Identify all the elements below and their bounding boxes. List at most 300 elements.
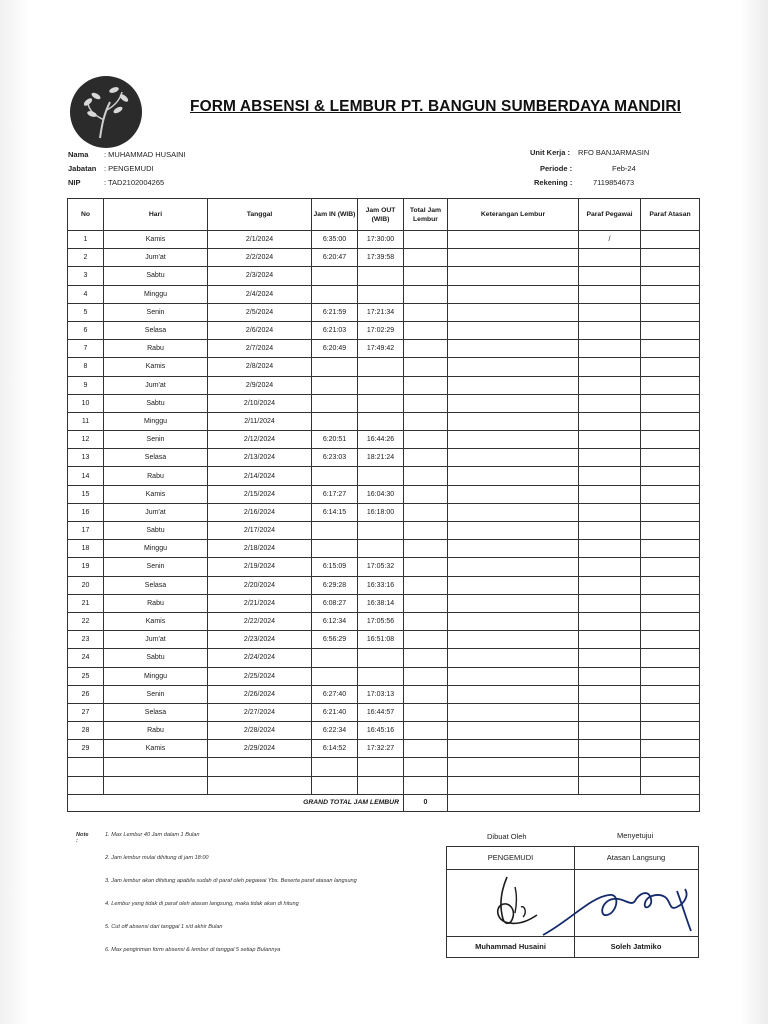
row-number: 24 [68,649,104,667]
table-header-row [68,199,700,231]
row-time-in [312,376,358,394]
note-item: 3. Jam lembur akan dihitung apabila sudah di paraf oleh pegawai Ybs. Beserta paraf atasan langsung [105,878,357,884]
empty-cell [208,758,312,776]
row-supervisor-initial [641,740,700,758]
row-overtime-note [448,358,579,376]
row-day: Minggu [104,540,208,558]
column-header: Jam IN (WIB) [312,199,358,231]
row-number: 2 [68,249,104,267]
grand-total-blank [448,794,700,811]
row-time-in: 6:20:51 [312,431,358,449]
position-label: Jabatan [68,164,97,173]
row-overtime-total [404,467,448,485]
row-overtime-total [404,485,448,503]
table-row [68,249,700,267]
row-date: 2/6/2024 [208,321,312,339]
row-time-out: 18:21:24 [358,449,404,467]
row-date: 2/10/2024 [208,394,312,412]
attendance-table [67,198,700,812]
row-day: Kamis [104,612,208,630]
row-overtime-note [448,412,579,430]
empty-cell [312,758,358,776]
column-header: Paraf Pegawai [579,199,641,231]
row-time-in: 6:17:27 [312,485,358,503]
grand-total-value: 0 [404,794,448,811]
position-value: : PENGEMUDI [104,164,154,173]
name-label: Nama [68,150,89,159]
row-overtime-note [448,594,579,612]
row-supervisor-initial [641,394,700,412]
table-row-empty [68,776,700,794]
made-by-role: PENGEMUDI [447,847,574,870]
row-employee-initial [579,703,641,721]
row-employee-initial [579,249,641,267]
row-number: 29 [68,740,104,758]
row-number: 25 [68,667,104,685]
row-number: 5 [68,303,104,321]
row-day: Jum'at [104,503,208,521]
note-item: 5. Cut off absensi dari tanggal 1 s/d akhir Bulan [105,924,223,930]
row-overtime-note [448,376,579,394]
row-time-in [312,412,358,430]
row-overtime-note [448,267,579,285]
row-time-out [358,376,404,394]
row-overtime-total [404,358,448,376]
column-header: Paraf Atasan [641,199,700,231]
row-overtime-total [404,321,448,339]
row-date: 2/16/2024 [208,503,312,521]
row-supervisor-initial [641,558,700,576]
empty-cell [312,776,358,794]
row-day: Jum'at [104,376,208,394]
row-time-in: 6:21:03 [312,321,358,339]
empty-cell [448,776,579,794]
row-time-out: 17:05:56 [358,612,404,630]
row-number: 7 [68,340,104,358]
row-number: 23 [68,631,104,649]
row-date: 2/15/2024 [208,485,312,503]
table-row [68,285,700,303]
column-header: Tanggal [208,199,312,231]
row-employee-initial [579,431,641,449]
row-overtime-total [404,231,448,249]
row-overtime-note [448,485,579,503]
row-time-in [312,358,358,376]
row-supervisor-initial [641,649,700,667]
table-row [68,703,700,721]
row-day: Minggu [104,667,208,685]
row-time-out [358,358,404,376]
row-date: 2/26/2024 [208,685,312,703]
empty-cell [68,776,104,794]
row-overtime-total [404,431,448,449]
row-overtime-total [404,685,448,703]
row-employee-initial [579,467,641,485]
table-row [68,685,700,703]
row-time-in: 6:29:28 [312,576,358,594]
row-time-out: 16:44:57 [358,703,404,721]
row-date: 2/17/2024 [208,522,312,540]
row-time-out [358,649,404,667]
row-employee-initial [579,540,641,558]
row-date: 2/2/2024 [208,249,312,267]
row-overtime-note [448,503,579,521]
row-day: Rabu [104,467,208,485]
row-time-in: 6:20:47 [312,249,358,267]
empty-cell [68,758,104,776]
notes-label: Note : [76,832,89,844]
row-employee-initial [579,631,641,649]
row-date: 2/29/2024 [208,740,312,758]
row-time-out [358,522,404,540]
unit-label: Unit Kerja : [530,148,571,157]
empty-cell [104,776,208,794]
row-time-in: 6:12:34 [312,612,358,630]
row-employee-initial [579,449,641,467]
row-date: 2/18/2024 [208,540,312,558]
row-overtime-note [448,231,579,249]
row-supervisor-initial [641,612,700,630]
page-title: FORM ABSENSI & LEMBUR PT. BANGUN SUMBERDAYA MANDIRI [190,98,682,115]
row-supervisor-initial [641,667,700,685]
row-employee-initial [579,612,641,630]
row-time-out: 16:38:14 [358,594,404,612]
empty-cell [404,776,448,794]
row-employee-initial [579,522,641,540]
row-time-in: 6:22:34 [312,722,358,740]
row-supervisor-initial [641,249,700,267]
row-employee-initial [579,558,641,576]
row-date: 2/25/2024 [208,667,312,685]
row-day: Sabtu [104,394,208,412]
table-row [68,340,700,358]
row-day: Rabu [104,722,208,740]
row-overtime-total [404,503,448,521]
account-label: Rekening : [534,178,573,187]
row-overtime-note [448,685,579,703]
row-date: 2/21/2024 [208,594,312,612]
row-overtime-note [448,576,579,594]
company-logo [70,76,142,148]
row-number: 14 [68,467,104,485]
row-employee-initial [579,376,641,394]
row-time-out [358,267,404,285]
row-time-in [312,667,358,685]
table-row [68,376,700,394]
row-time-in [312,285,358,303]
tree-leaf-icon [70,76,142,148]
row-number: 16 [68,503,104,521]
empty-cell [579,776,641,794]
row-number: 20 [68,576,104,594]
row-time-in [312,267,358,285]
row-supervisor-initial [641,503,700,521]
table-row-empty [68,758,700,776]
name-value: : MUHAMMAD HUSAINI [104,150,186,159]
row-overtime-total [404,594,448,612]
row-overtime-note [448,649,579,667]
empty-cell [208,776,312,794]
row-overtime-total [404,667,448,685]
row-time-out: 17:05:32 [358,558,404,576]
row-supervisor-initial [641,449,700,467]
row-number: 27 [68,703,104,721]
row-number: 22 [68,612,104,630]
row-time-in: 6:56:29 [312,631,358,649]
period-label: Periode : [540,164,573,173]
empty-cell [404,758,448,776]
row-employee-initial [579,485,641,503]
row-number: 21 [68,594,104,612]
grand-total-label: GRAND TOTAL JAM LEMBUR [68,794,404,811]
row-number: 17 [68,522,104,540]
row-day: Kamis [104,740,208,758]
row-day: Selasa [104,321,208,339]
row-day: Selasa [104,576,208,594]
row-number: 10 [68,394,104,412]
table-row [68,740,700,758]
employee-info [68,150,268,190]
row-employee-initial [579,649,641,667]
row-supervisor-initial [641,321,700,339]
row-date: 2/13/2024 [208,449,312,467]
approved-role: Atasan Langsung [574,847,698,870]
unit-info [530,148,700,192]
row-time-out: 17:03:13 [358,685,404,703]
row-supervisor-initial [641,303,700,321]
row-time-out: 16:33:16 [358,576,404,594]
row-time-out [358,285,404,303]
row-time-in [312,649,358,667]
row-time-in: 6:08:27 [312,594,358,612]
row-date: 2/1/2024 [208,231,312,249]
row-time-out: 16:18:00 [358,503,404,521]
table-row [68,321,700,339]
row-overtime-note [448,431,579,449]
row-supervisor-initial [641,431,700,449]
row-date: 2/23/2024 [208,631,312,649]
row-number: 12 [68,431,104,449]
row-day: Minggu [104,285,208,303]
column-header: Jam OUT (WIB) [358,199,404,231]
empty-cell [448,758,579,776]
row-supervisor-initial [641,285,700,303]
table-row [68,303,700,321]
row-number: 11 [68,412,104,430]
note-item: 1. Max Lembur 40 Jam dalam 1 Bulan [105,832,200,838]
row-time-out: 17:39:58 [358,249,404,267]
row-overtime-total [404,649,448,667]
row-employee-initial [579,285,641,303]
row-overtime-total [404,576,448,594]
row-number: 13 [68,449,104,467]
row-number: 26 [68,685,104,703]
row-overtime-note [448,285,579,303]
table-row [68,231,700,249]
row-date: 2/19/2024 [208,558,312,576]
row-supervisor-initial [641,722,700,740]
row-overtime-total [404,376,448,394]
row-overtime-note [448,740,579,758]
row-overtime-note [448,449,579,467]
row-overtime-note [448,522,579,540]
row-employee-initial [579,667,641,685]
approved-name: Soleh Jatmiko [574,936,698,957]
row-time-out: 17:30:00 [358,231,404,249]
row-employee-initial [579,412,641,430]
row-overtime-total [404,522,448,540]
row-day: Kamis [104,231,208,249]
table-row [68,449,700,467]
row-time-in [312,522,358,540]
row-time-in: 6:14:15 [312,503,358,521]
row-number: 18 [68,540,104,558]
row-time-in: 6:15:09 [312,558,358,576]
table-row [68,431,700,449]
row-date: 2/14/2024 [208,467,312,485]
row-time-out: 17:21:34 [358,303,404,321]
row-employee-initial [579,503,641,521]
empty-cell [641,776,700,794]
row-date: 2/7/2024 [208,340,312,358]
row-date: 2/20/2024 [208,576,312,594]
table-row [68,467,700,485]
row-supervisor-initial [641,376,700,394]
row-overtime-total [404,303,448,321]
note-item: 2. Jam lembur mulai dihitung di jam 18:00 [105,855,209,861]
row-time-in: 6:21:40 [312,703,358,721]
row-employee-initial [579,340,641,358]
column-header: Hari [104,199,208,231]
table-row [68,503,700,521]
row-employee-initial [579,594,641,612]
row-employee-initial [579,685,641,703]
approved-label: Menyetujui [617,831,654,840]
period-value: Feb-24 [612,164,636,173]
row-overtime-note [448,540,579,558]
row-day: Senin [104,431,208,449]
row-day: Sabtu [104,649,208,667]
row-supervisor-initial [641,685,700,703]
row-overtime-note [448,722,579,740]
row-date: 2/22/2024 [208,612,312,630]
unit-value: RFO BANJARMASIN [578,148,650,157]
row-time-out [358,467,404,485]
row-day: Rabu [104,594,208,612]
empty-cell [579,758,641,776]
row-date: 2/9/2024 [208,376,312,394]
row-time-out [358,667,404,685]
row-supervisor-initial [641,540,700,558]
row-time-out: 16:45:16 [358,722,404,740]
table-row [68,540,700,558]
row-supervisor-initial [641,267,700,285]
row-number: 8 [68,358,104,376]
row-overtime-total [404,612,448,630]
row-employee-initial [579,722,641,740]
row-number: 15 [68,485,104,503]
row-supervisor-initial [641,358,700,376]
note-item: 4. Lembur yang tidak di paraf oleh atasan langsung, maka tidak akan di hitung [105,901,299,907]
row-supervisor-initial [641,594,700,612]
row-time-out [358,394,404,412]
row-day: Rabu [104,340,208,358]
row-number: 19 [68,558,104,576]
note-item: 6. Max pengiriman form absensi & lembur di tanggal 5 setiap Bulannya [105,947,281,953]
row-time-in: 6:35:00 [312,231,358,249]
row-overtime-total [404,285,448,303]
row-overtime-note [448,340,579,358]
signature-box [446,846,699,958]
row-day: Senin [104,558,208,576]
row-day: Selasa [104,703,208,721]
made-by-label: Dibuat Oleh [487,832,527,841]
row-overtime-total [404,540,448,558]
row-overtime-note [448,321,579,339]
row-overtime-total [404,631,448,649]
row-employee-initial [579,321,641,339]
row-overtime-note [448,467,579,485]
row-day: Sabtu [104,267,208,285]
empty-cell [358,776,404,794]
row-supervisor-initial [641,703,700,721]
row-number: 28 [68,722,104,740]
nip-value: : TAD2102004265 [104,178,165,187]
row-number: 1 [68,231,104,249]
row-employee-initial [579,576,641,594]
row-overtime-note [448,249,579,267]
row-overtime-total [404,267,448,285]
row-time-in [312,467,358,485]
row-time-out: 17:32:27 [358,740,404,758]
row-date: 2/5/2024 [208,303,312,321]
row-overtime-total [404,703,448,721]
row-date: 2/11/2024 [208,412,312,430]
table-row [68,412,700,430]
row-time-in: 6:21:59 [312,303,358,321]
row-time-in [312,540,358,558]
row-supervisor-initial [641,576,700,594]
row-time-out: 17:49:42 [358,340,404,358]
row-overtime-total [404,340,448,358]
row-date: 2/24/2024 [208,649,312,667]
made-by-name: Muhammad Husaini [447,936,574,957]
row-number: 6 [68,321,104,339]
table-row [68,649,700,667]
row-number: 9 [68,376,104,394]
row-date: 2/4/2024 [208,285,312,303]
row-supervisor-initial [641,340,700,358]
row-overtime-total [404,394,448,412]
row-date: 2/3/2024 [208,267,312,285]
row-employee-initial [579,267,641,285]
row-date: 2/27/2024 [208,703,312,721]
row-time-out [358,412,404,430]
row-number: 3 [68,267,104,285]
account-value: 7119854673 [593,178,635,187]
column-header: Total Jam Lembur [404,199,448,231]
row-day: Kamis [104,358,208,376]
row-day: Minggu [104,412,208,430]
row-supervisor-initial [641,231,700,249]
row-overtime-total [404,740,448,758]
row-time-in: 6:27:40 [312,685,358,703]
table-row [68,522,700,540]
row-day: Senin [104,685,208,703]
row-supervisor-initial [641,412,700,430]
table-row [68,631,700,649]
row-date: 2/8/2024 [208,358,312,376]
